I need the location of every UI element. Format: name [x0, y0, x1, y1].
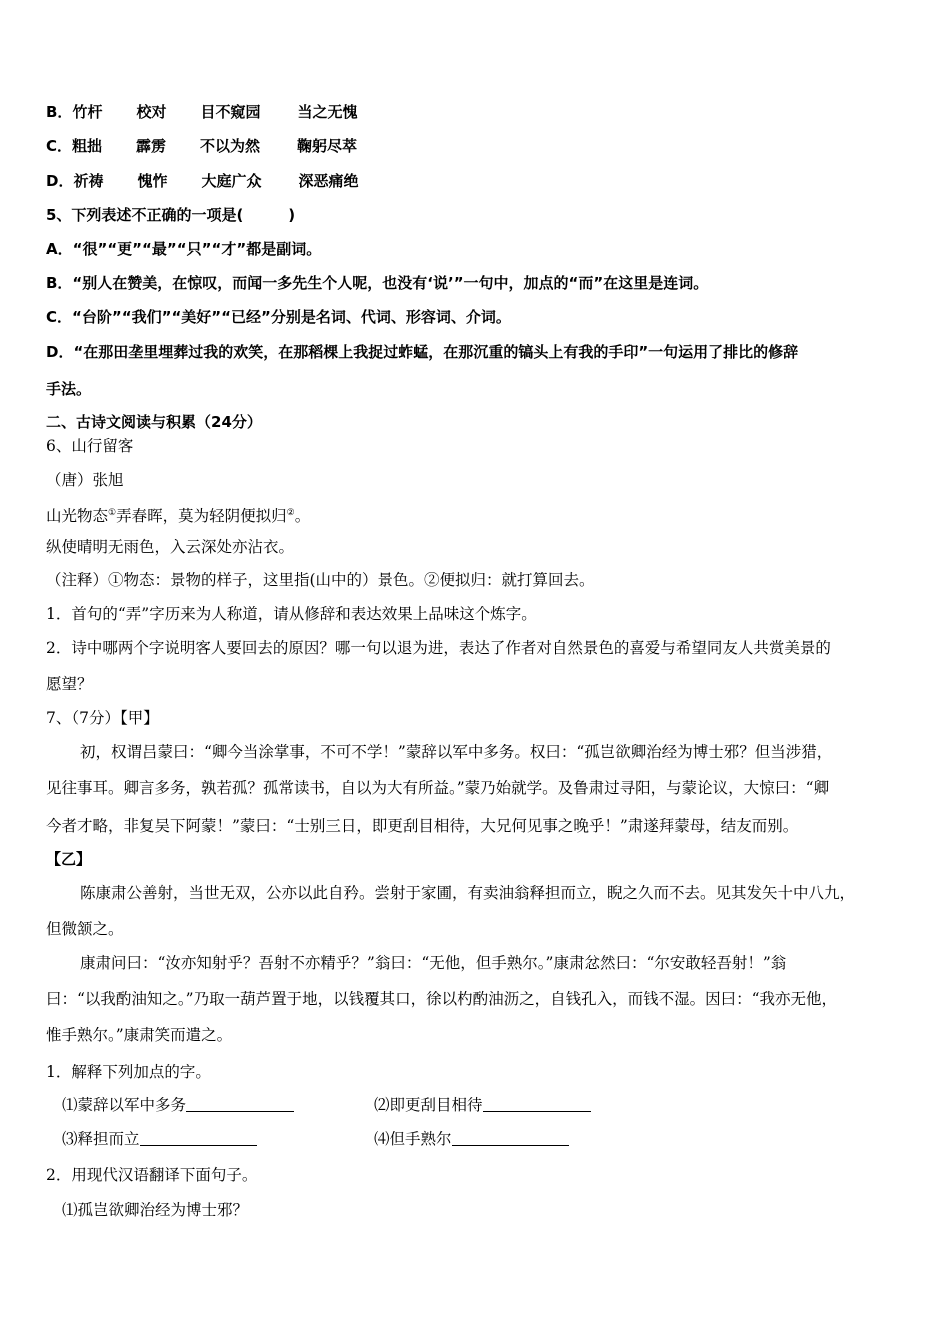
- item-text: ⑵即更刮目相待: [374, 1096, 483, 1114]
- answer-blank[interactable]: [452, 1129, 569, 1146]
- q7-yi-line-5: 惟手熟尔。”康肃笑而遣之。: [46, 1026, 233, 1044]
- q5-option-c: C．“台阶”“我们”“美好”“已经”分别是名词、代词、形容词、介词。: [46, 308, 511, 326]
- note-marker: ①: [108, 508, 117, 518]
- option-letter: B．: [46, 103, 73, 121]
- item-text: ⑶释担而立: [62, 1130, 140, 1148]
- q7-item-1: [62, 1094, 294, 1116]
- option-word-4: 鞠躬尽萃: [297, 137, 358, 155]
- q7-item-3: [62, 1128, 257, 1150]
- option-word-3: 大庭广众: [201, 172, 262, 190]
- q4-option-b: [46, 101, 357, 123]
- q6-poem-line-1: [46, 502, 310, 527]
- poem-text: 。: [294, 507, 311, 526]
- option-word-4: 深恶痛绝: [298, 172, 359, 190]
- q7-jia-line-2: 见往事耳。卿言多务，孰若孤？孤常读书，自以为大有所益。”蒙乃始就学。及鲁肃过寻阳，与蒙论议，大惊曰：“卿: [46, 779, 830, 797]
- q6-notes: （注释）①物态：景物的样子，这里指(山中的）景色。②便拟归：就打算回去。: [46, 571, 595, 589]
- q4-option-d: [46, 170, 358, 192]
- option-letter: D．: [46, 172, 74, 190]
- q5-option-a: A．“很”“更”“最”“只”“才”都是副词。: [46, 240, 322, 258]
- option-word-2: 霹雳: [136, 137, 167, 155]
- note-marker: ②: [286, 508, 295, 518]
- answer-blank[interactable]: [483, 1095, 591, 1112]
- q7-sub-question-2: 2．用现代汉语翻译下面句子。: [46, 1166, 258, 1184]
- option-word-3: 目不窥园: [200, 103, 261, 121]
- q7-yi-heading: 【乙】: [46, 850, 92, 868]
- option-letter: C．: [46, 137, 73, 155]
- option-word-3: 不以为然: [200, 137, 261, 155]
- q5-option-b: B．“别人在赞美，在惊叹，而闻一多先生个人呢，也没有‘说’”一句中，加点的“而”在这里是连词。: [46, 274, 709, 292]
- answer-blank[interactable]: [140, 1129, 257, 1146]
- q7-sub-question-1: 1．解释下列加点的字。: [46, 1063, 211, 1081]
- option-word-1: 粗拙: [72, 137, 103, 155]
- option-word-2: 校对: [136, 103, 167, 121]
- q7-translation-1: ⑴孤岂欲卿治经为博士邪？: [62, 1201, 249, 1219]
- q5-option-d-line1: D．“在那田垄里埋葬过我的欢笑，在那稻棵上我捉过蚱蜢，在那沉重的镐头上有我的手印”一句运用了排比的修辞: [46, 343, 799, 361]
- option-word-1: 竹杆: [72, 103, 103, 121]
- q4-option-c: [46, 135, 357, 157]
- q7-yi-line-2: 但微颔之。: [46, 920, 124, 938]
- poem-text: 弄春晖，莫为轻阴便拟归: [116, 507, 287, 526]
- q6-sub-question-2-line2: 愿望？: [46, 675, 93, 693]
- q6-poem-line-2: 纵使晴明无雨色，入云深处亦沾衣。: [46, 538, 295, 556]
- q6-title: 6、山行留客: [46, 437, 134, 455]
- q6-author: （唐）张旭: [46, 471, 124, 489]
- q7-yi-line-1: 陈康肃公善射，当世无双，公亦以此自矜。尝射于家圃，有卖油翁释担而立，睨之久而不去。见其发矢十中八九，: [80, 884, 856, 902]
- q5-option-d-line2: 手法。: [46, 380, 92, 398]
- q7-yi-line-4: 曰：“以我酌油知之。”乃取一葫芦置于地，以钱覆其口，徐以杓酌油沥之，自钱孔入，而钱不湿。因曰：“我亦无他，: [46, 990, 838, 1008]
- poem-text: 山光物态: [46, 507, 109, 526]
- q6-sub-question-1: 1．首句的“弄”字历来为人称道，请从修辞和表达效果上品味这个炼字。: [46, 605, 537, 623]
- q7-yi-line-3: 康肃问曰：“汝亦知射乎？吾射不亦精乎？”翁曰：“无他，但手熟尔。”康肃忿然曰：“尔安敢轻吾射！”翁: [80, 954, 787, 972]
- q6-sub-question-2-line1: 2．诗中哪两个字说明客人要回去的原因？哪一句以退为进，表达了作者对自然景色的喜爱与希望同友人共赏美景的: [46, 639, 831, 657]
- section-heading: 二、古诗文阅读与积累（24分）: [46, 413, 262, 431]
- option-word-1: 祈祷: [73, 172, 104, 190]
- item-text: ⑴蒙辞以军中多务: [62, 1096, 187, 1114]
- q7-heading: 7、（7分）【甲】: [46, 709, 159, 727]
- q7-item-2: [374, 1094, 591, 1116]
- q7-item-4: [374, 1128, 569, 1150]
- option-word-4: 当之无愧: [297, 103, 358, 121]
- option-word-2: 愧怍: [137, 172, 168, 190]
- q7-jia-line-3: 今者才略，非复吴下阿蒙！”蒙曰：“士别三日，即更刮目相待，大兄何见事之晚乎！”肃遂拜蒙母，结友而别。: [46, 817, 799, 835]
- answer-blank[interactable]: [186, 1095, 294, 1112]
- item-text: ⑷但手熟尔: [374, 1130, 452, 1148]
- q5-stem: 5、下列表述不正确的一项是( ): [46, 206, 296, 224]
- q7-jia-line-1: 初，权谓吕蒙曰：“卿今当涂掌事，不可不学！”蒙辞以军中多务。权曰：“孤岂欲卿治经为博士邪？但当涉猎，: [80, 743, 833, 761]
